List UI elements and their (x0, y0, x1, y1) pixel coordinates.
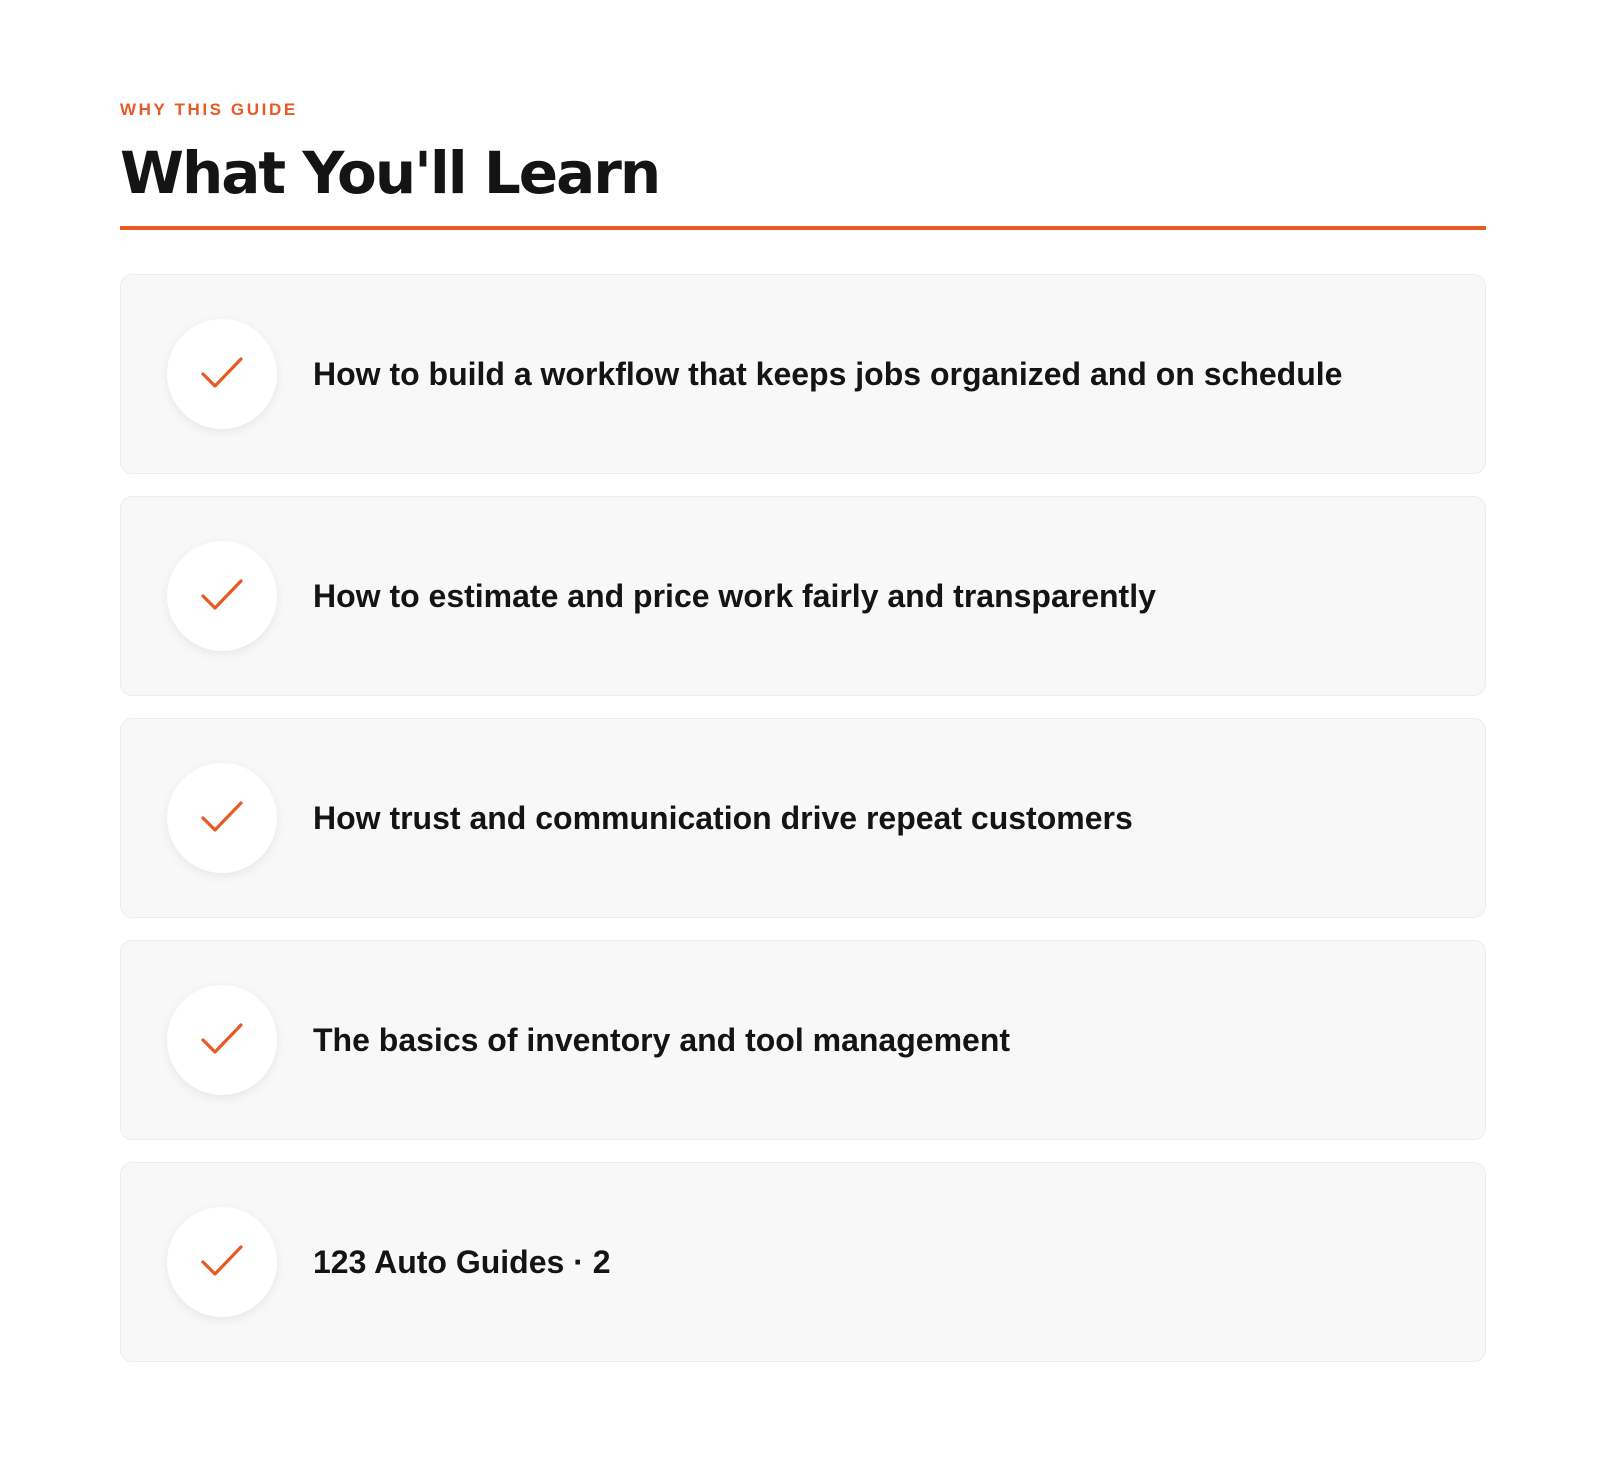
list-item-label: The basics of inventory and tool management (313, 1022, 1011, 1058)
list-item-label: How to estimate and price work fairly and transparently (313, 578, 1156, 614)
list-item (120, 940, 1486, 1140)
check-badge (167, 1207, 277, 1317)
learn-list (120, 274, 1486, 1362)
list-item (120, 718, 1486, 918)
check-icon (199, 1239, 245, 1285)
list-item (120, 496, 1486, 696)
list-item-label: How to build a workflow that keeps jobs organized and on schedule (313, 356, 1343, 392)
title-underline (120, 226, 1486, 230)
check-badge (167, 763, 277, 873)
check-badge (167, 541, 277, 651)
check-icon (199, 1017, 245, 1063)
list-item-label: 123 Auto Guides · 2 (313, 1244, 611, 1280)
check-icon (199, 351, 245, 397)
section-eyebrow: WHY THIS GUIDE (120, 100, 298, 119)
list-item (120, 274, 1486, 474)
list-item-label: How trust and communication drive repeat customers (313, 800, 1133, 836)
check-icon (199, 795, 245, 841)
check-badge (167, 985, 277, 1095)
check-badge (167, 319, 277, 429)
check-icon (199, 573, 245, 619)
list-item (120, 1162, 1486, 1362)
learn-section (120, 98, 1486, 1362)
section-title: What You'll Learn (120, 139, 660, 207)
